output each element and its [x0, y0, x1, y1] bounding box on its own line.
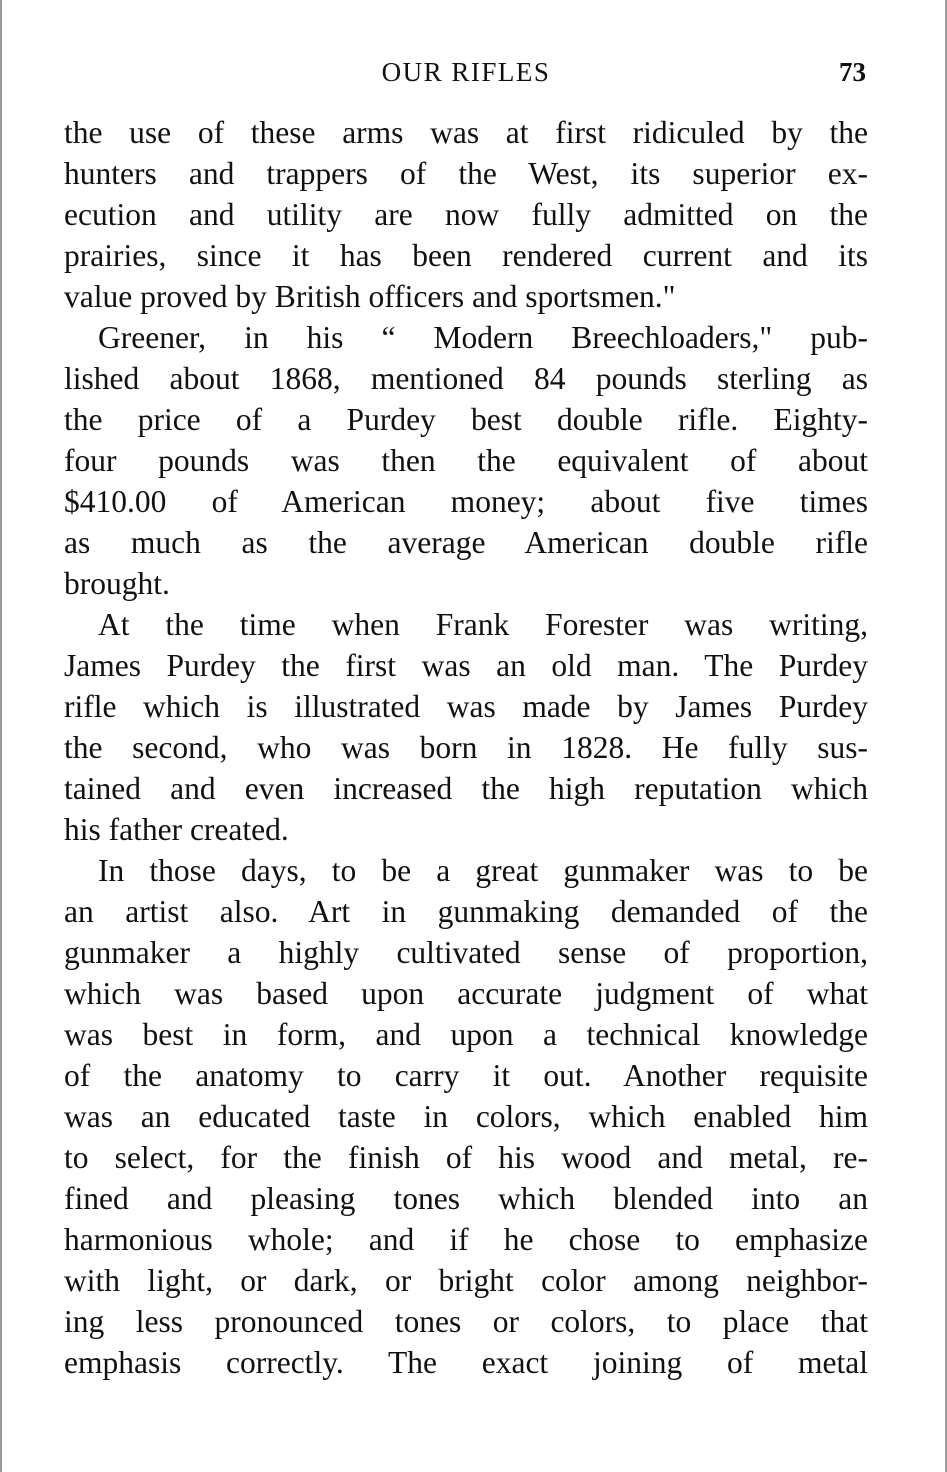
text-line: At the time when Frank Forester was writing,: [98, 607, 868, 642]
text-line: four pounds was then the equivalent of about: [64, 443, 868, 478]
text-line: fined and pleasing tones which blended into an: [64, 1181, 868, 1216]
text-line: tained and even increased the high reputation which: [64, 771, 868, 806]
text-line: gunmaker a highly cultivated sense of proportion,: [64, 935, 868, 970]
text-line: value proved by British officers and sportsmen.": [64, 279, 676, 314]
text-line: prairies, since it has been rendered current and its: [64, 238, 868, 273]
text-line: Greener, in his “ Modern Breechloaders," pub-: [98, 320, 868, 355]
text-line: hunters and trappers of the West, its superior ex-: [64, 156, 868, 191]
text-line: as much as the average American double rifle: [64, 525, 868, 560]
text-line: ecution and utility are now fully admitted on the: [64, 197, 868, 232]
running-head: [64, 54, 868, 94]
page-number: 73: [839, 57, 866, 87]
text-line: was an educated taste in colors, which enabled him: [64, 1099, 868, 1134]
text-line: to select, for the finish of his wood and metal, re-: [64, 1140, 868, 1175]
text-line: James Purdey the first was an old man. The Purdey: [64, 648, 868, 683]
text-line: which was based upon accurate judgment of what: [64, 976, 868, 1011]
scan-border-left: [0, 0, 2, 1472]
text-line: the use of these arms was at first ridiculed by the: [64, 115, 868, 150]
text-line: of the anatomy to carry it out. Another requisite: [64, 1058, 868, 1093]
text-line: brought.: [64, 566, 170, 601]
text-line: rifle which is illustrated was made by James Purdey: [64, 689, 868, 724]
text-line: was best in form, and upon a technical knowledge: [64, 1017, 868, 1052]
text-line: $410.00 of American money; about five times: [64, 484, 868, 519]
text-line: his father created.: [64, 812, 289, 847]
text-line: emphasis correctly. The exact joining of metal: [64, 1345, 868, 1380]
text-line: In those days, to be a great gunmaker was to be: [98, 853, 868, 888]
text-line: with light, or dark, or bright color among neighbor-: [64, 1263, 868, 1298]
text-line: the price of a Purdey best double rifle. Eighty-: [64, 402, 868, 437]
text-line: the second, who was born in 1828. He fully sus-: [64, 730, 868, 765]
text-line: harmonious whole; and if he chose to emphasize: [64, 1222, 868, 1257]
running-title: OUR RIFLES: [381, 57, 551, 87]
body-text: [64, 112, 868, 1383]
text-line: ing less pronounced tones or colors, to place that: [64, 1304, 868, 1339]
text-line: lished about 1868, mentioned 84 pounds sterling as: [64, 361, 868, 396]
text-line: an artist also. Art in gunmaking demanded of the: [64, 894, 868, 929]
